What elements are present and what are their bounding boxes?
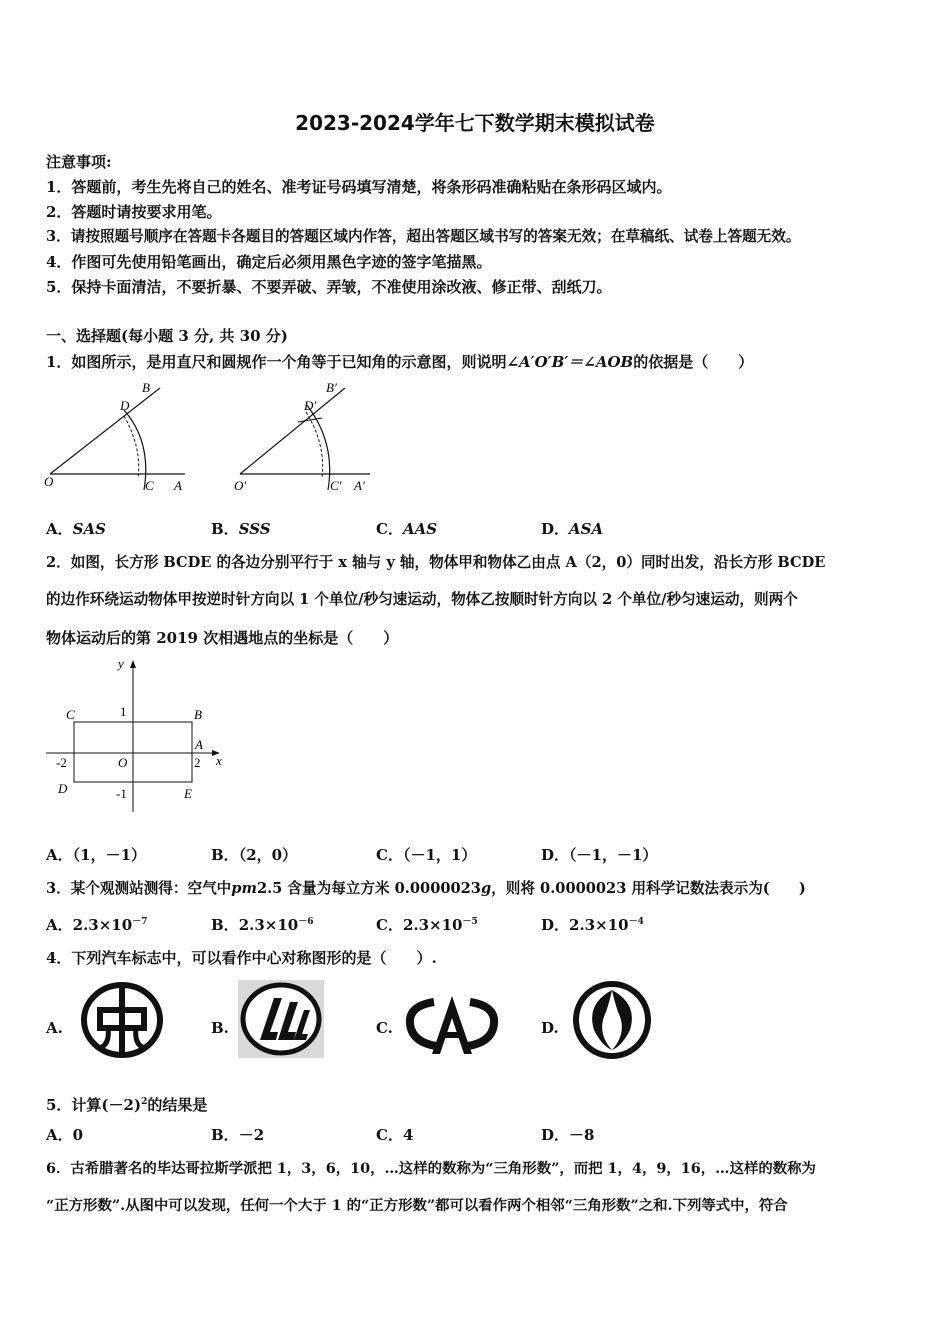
tick-1: 1 <box>120 704 127 719</box>
label-c: C <box>145 478 154 493</box>
question-2-text: 的边作环绕运动物体甲按逆时针方向以 1 个单位/秒匀速运动，物体乙按顺时针方向以 2 个单位/秒匀速运动，则两个 <box>46 591 798 608</box>
q5-option-a[interactable]: A．0 <box>46 1126 84 1144</box>
question-2-text: 物体运动后的第 2019 次相遇地点的坐标是（ ） <box>46 629 399 647</box>
q3-option-b[interactable]: B．$2.3\times 10^{-6}$ <box>211 916 314 934</box>
q4-option-c-label[interactable]: C. <box>376 1019 393 1037</box>
q1-option-a[interactable]: A．SAS <box>46 520 106 538</box>
tick-neg-2: -2 <box>56 755 67 770</box>
q1-option-c[interactable]: C．AAS <box>376 520 438 538</box>
section-heading: 一、选择题(每小题 3 分, 共 30 分) <box>46 327 288 345</box>
logo-c-icon[interactable] <box>404 992 500 1056</box>
q3-option-a[interactable]: A．$2.3\times 10^{-7}$ <box>46 916 148 934</box>
label-d: D <box>120 398 130 413</box>
q2-coordinate-figure <box>40 652 240 822</box>
question-6-text: “正方形数”.从图中可以发现，任何一个大于 1 的“正方形数”都可以看作两个相邻“三角形数”之和.下列等式中，符合 <box>46 1197 788 1214</box>
label-o: O <box>44 474 54 489</box>
q4-option-b-label[interactable]: B. <box>211 1019 229 1037</box>
question-5-text: 5．计算$(-2)^2$的结果是 <box>46 1096 208 1114</box>
q5-option-b[interactable]: B．－2 <box>211 1126 265 1144</box>
q2-option-b[interactable]: B．（2，0） <box>211 846 298 864</box>
q3-option-d[interactable]: D．$2.3\times 10^{-4}$ <box>541 916 644 934</box>
q5-option-d[interactable]: D．－8 <box>541 1126 595 1144</box>
logo-a-icon[interactable] <box>80 982 164 1058</box>
axis-x-label: x <box>216 753 222 768</box>
label-b-prime: B′ <box>326 380 337 395</box>
question-4-text: 4．下列汽车标志中，可以看作中心对称图形的是（ ）. <box>46 949 437 967</box>
notice-item: 2．答题时请按要求用笔。 <box>46 203 222 221</box>
logo-b-icon[interactable] <box>238 980 324 1058</box>
question-3-text: 3．某个观测站测得：空气中pm2.5 含量为每立方米 0.0000023g，则将 0.0000023 用科学记数法表示为( ) <box>46 880 806 897</box>
label-c-prime: C′ <box>330 478 342 493</box>
origin-o: O <box>118 755 128 770</box>
q2-option-d[interactable]: D．（－1，－1） <box>541 846 658 864</box>
notice-item: 1．答题前，考生先将自己的姓名、准考证号码填写清楚，将条形码准确粘贴在条形码区域内。 <box>46 178 672 196</box>
q4-option-d-label[interactable]: D. <box>541 1019 559 1037</box>
label-o-prime: O′ <box>234 478 247 493</box>
question-1-text: 1．如图所示，是用直尺和圆规作一个角等于已知角的示意图，则说明∠A′O′B′＝∠AOB的依据是（ ） <box>46 353 754 371</box>
point-c: C <box>66 707 75 722</box>
logo-d-icon[interactable] <box>572 980 652 1060</box>
label-b: B <box>142 380 150 395</box>
q5-option-c[interactable]: C．4 <box>376 1126 414 1144</box>
q1-option-b[interactable]: B．SSS <box>211 520 271 538</box>
q1-option-d[interactable]: D．ASA <box>541 520 604 538</box>
q1-figure-copy <box>230 378 390 498</box>
q1-figure-original <box>40 378 200 498</box>
q2-option-c[interactable]: C．（－1，1） <box>376 846 477 864</box>
label-a: A <box>174 478 182 493</box>
notice-item: 3．请按照题号顺序在答题卡各题目的答题区域内作答，超出答题区域书写的答案无效；在草稿纸、试卷上答题无效。 <box>46 228 801 245</box>
q4-option-a-label[interactable]: A. <box>46 1019 63 1037</box>
tick-2: 2 <box>194 755 201 770</box>
question-2-text: 2．如图，长方形 BCDE 的各边分别平行于 x 轴与 y 轴，物体甲和物体乙由点 A（2，0）同时出发，沿长方形 BCDE <box>46 554 826 571</box>
point-a: A <box>195 737 203 752</box>
q3-option-c[interactable]: C．$2.3\times 10^{-5}$ <box>376 916 478 934</box>
label-d-prime: D′ <box>304 398 317 413</box>
label-a-prime: A′ <box>354 478 365 493</box>
point-b: B <box>194 707 202 722</box>
tick-neg-1: -1 <box>116 786 127 801</box>
point-e: E <box>184 786 192 801</box>
notice-item: 5．保持卡面清洁，不要折暴、不要弄破、弄皱，不准使用涂改液、修正带、刮纸刀。 <box>46 278 612 296</box>
point-d: D <box>58 781 68 796</box>
notice-item: 4．作图可先使用铅笔画出，确定后必须用黑色字迹的签字笔描黑。 <box>46 253 492 271</box>
page-title: 2023-2024学年七下数学期末模拟试卷 <box>295 111 655 135</box>
notice-heading: 注意事项: <box>46 153 112 171</box>
question-6-text: 6．古希腊著名的毕达哥拉斯学派把 1，3，6，10，…这样的数称为“三角形数”，而把 1，4，9，16，…这样的数称为 <box>46 1160 816 1177</box>
q2-option-a[interactable]: A．（1，－1） <box>46 846 147 864</box>
axis-y-label: y <box>118 656 124 671</box>
